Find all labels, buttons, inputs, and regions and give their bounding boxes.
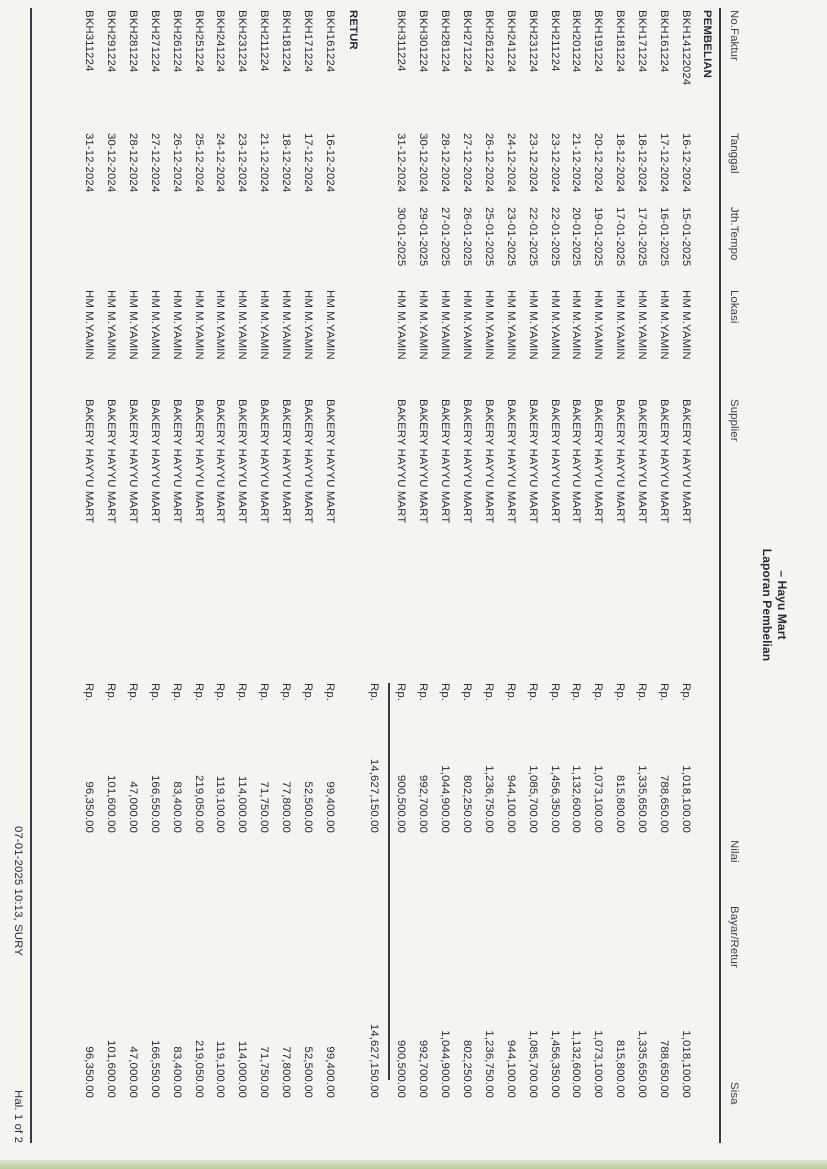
row-no-faktur: BKH14122024 <box>680 10 692 86</box>
row-sisa: 119,100.00 <box>214 1040 227 1098</box>
row-supplier: BAKERY HAYYU MART <box>170 399 183 524</box>
row-lokasi: HM M.YAMIN <box>680 290 692 360</box>
row-jth-tempo: 16-01-2025 <box>658 207 671 267</box>
row-no-faktur: BKH231224 <box>236 10 249 73</box>
row-no-faktur: BKH161224 <box>324 10 336 73</box>
row-jth-tempo: 15-01-2025 <box>680 207 692 267</box>
row-jth-tempo: 20-01-2025 <box>570 207 583 267</box>
row-sisa: 1,236,750.00 <box>482 1030 495 1098</box>
row-supplier: BAKERY HAYYU MART <box>592 399 605 524</box>
row-lokasi: HM M.YAMIN <box>461 290 473 360</box>
table-row <box>270 0 292 1169</box>
row-no-faktur: BKH251224 <box>192 10 205 73</box>
row-no-faktur: BKH231224 <box>526 10 539 73</box>
row-sisa: 1,456,350.00 <box>548 1030 561 1098</box>
row-currency: Rp. <box>192 683 205 702</box>
row-lokasi: HM M.YAMIN <box>526 290 539 360</box>
row-tanggal: 26-12-2024 <box>482 133 495 193</box>
row-nilai: 52,500.00 <box>302 781 315 833</box>
row-supplier: BAKERY HAYYU MART <box>105 399 117 524</box>
row-nilai: 77,800.00 <box>280 781 293 833</box>
row-lokasi: HM M.YAMIN <box>324 290 336 360</box>
row-supplier: BAKERY HAYYU MART <box>148 399 161 524</box>
row-tanggal: 23-12-2024 <box>526 133 539 193</box>
col-header-sisa: Sisa <box>728 1082 740 1105</box>
row-supplier: BAKERY HAYYU MART <box>258 399 271 524</box>
row-supplier: BAKERY HAYYU MART <box>526 399 539 524</box>
row-sisa: 83,400.00 <box>170 1046 183 1098</box>
row-sisa: 992,700.00 <box>417 1039 430 1098</box>
row-nilai: 47,000.00 <box>126 781 139 833</box>
row-lokasi: HM M.YAMIN <box>258 290 271 360</box>
row-currency: Rp. <box>170 683 183 702</box>
row-lokasi: HM M.YAMIN <box>302 290 315 360</box>
row-lokasi: HM M.YAMIN <box>482 290 495 360</box>
row-nilai: 219,050.00 <box>192 774 205 833</box>
row-currency: Rp. <box>214 683 227 702</box>
table-row <box>95 0 117 1169</box>
row-jth-tempo: 19-01-2025 <box>592 207 605 267</box>
row-nilai: 1,085,700.00 <box>526 765 539 833</box>
row-lokasi: HM M.YAMIN <box>548 290 561 360</box>
row-lokasi: HM M.YAMIN <box>148 290 161 360</box>
table-row <box>227 0 249 1169</box>
row-tanggal: 23-12-2024 <box>236 133 249 193</box>
row-sisa: 52,500.00 <box>302 1046 315 1098</box>
row-tanggal: 21-12-2024 <box>570 133 583 193</box>
row-tanggal: 28-12-2024 <box>126 133 139 193</box>
row-supplier: BAKERY HAYYU MART <box>83 399 96 524</box>
row-currency: Rp. <box>526 683 539 702</box>
row-jth-tempo: 30-01-2025 <box>395 207 408 267</box>
table-row <box>248 0 270 1169</box>
row-nilai: 101,600.00 <box>105 774 117 833</box>
row-nilai: 1,018,100.00 <box>680 765 692 833</box>
row-nilai: 1,236,750.00 <box>482 765 495 833</box>
row-sisa: 815,800.00 <box>614 1039 627 1098</box>
report-title: Laporan Pembelian <box>760 548 774 662</box>
row-tanggal: 20-12-2024 <box>592 133 605 193</box>
col-header-bayar-retur: Bayar/Retur <box>728 906 740 968</box>
row-no-faktur: BKH291224 <box>105 10 117 73</box>
row-no-faktur: BKH211224 <box>548 10 561 72</box>
row-sisa: 1,132,600.00 <box>570 1030 583 1098</box>
col-header-jth-tempo: Jth.Tempo <box>728 207 740 261</box>
row-nilai: 992,700.00 <box>417 774 430 833</box>
row-tanggal: 30-12-2024 <box>105 133 117 193</box>
table-row <box>73 0 95 1169</box>
col-header-supplier: Supplier <box>728 399 740 442</box>
row-currency: Rp. <box>324 683 336 702</box>
print-timestamp: 07-01-2025 10:13, SURY <box>12 826 24 956</box>
row-sisa: 166,550.00 <box>148 1039 161 1098</box>
row-lokasi: HM M.YAMIN <box>395 290 408 360</box>
row-currency: Rp. <box>126 683 139 702</box>
row-tanggal: 31-12-2024 <box>395 133 408 193</box>
row-jth-tempo: 22-01-2025 <box>526 207 539 267</box>
row-currency: Rp. <box>439 683 452 702</box>
row-currency: Rp. <box>592 683 605 702</box>
row-supplier: BAKERY HAYYU MART <box>680 399 692 524</box>
company-mark: – <box>775 570 789 578</box>
row-nilai: 83,400.00 <box>170 781 183 833</box>
page-bottom-edge <box>0 1160 827 1169</box>
page-number: Hal. 1 of 2 <box>12 1090 24 1144</box>
row-tanggal: 31-12-2024 <box>83 133 96 193</box>
row-tanggal: 28-12-2024 <box>439 133 452 193</box>
row-no-faktur: BKH271224 <box>148 10 161 73</box>
row-jth-tempo: 26-01-2025 <box>461 207 473 267</box>
row-nilai: 1,132,600.00 <box>570 765 583 833</box>
col-header-no-faktur: No.Faktur <box>728 10 740 61</box>
section-pembelian-label: PEMBELIAN <box>701 10 713 78</box>
col-header-lokasi: Lokasi <box>728 290 740 324</box>
row-no-faktur: BKH181224 <box>614 10 627 73</box>
row-nilai: 119,100.00 <box>214 775 227 833</box>
row-supplier: BAKERY HAYYU MART <box>636 399 649 524</box>
row-currency: Rp. <box>83 683 96 702</box>
row-currency: Rp. <box>417 683 430 702</box>
row-currency: Rp. <box>236 683 249 702</box>
row-no-faktur: BKH171224 <box>636 10 649 73</box>
row-jth-tempo: 17-01-2025 <box>614 207 627 267</box>
row-sisa: 944,100.00 <box>504 1039 517 1098</box>
row-supplier: BAKERY HAYYU MART <box>302 399 315 524</box>
row-no-faktur: BKH281224 <box>126 10 139 73</box>
row-supplier: BAKERY HAYYU MART <box>548 399 561 524</box>
row-tanggal: 27-12-2024 <box>461 133 473 193</box>
row-supplier: BAKERY HAYYU MART <box>214 399 227 524</box>
row-currency: Rp. <box>548 683 561 702</box>
row-nilai: 96,350.00 <box>83 781 96 833</box>
row-lokasi: HM M.YAMIN <box>214 290 227 360</box>
row-no-faktur: BKH211224 <box>258 10 271 72</box>
row-supplier: BAKERY HAYYU MART <box>504 399 517 524</box>
row-nilai: 815,800.00 <box>614 774 627 833</box>
row-tanggal: 18-12-2024 <box>280 133 293 193</box>
row-lokasi: HM M.YAMIN <box>504 290 517 360</box>
row-nilai: 114,000.00 <box>236 775 249 833</box>
table-row <box>139 0 161 1169</box>
row-nilai: 802,250.00 <box>461 774 473 833</box>
row-nilai: 99,400.00 <box>324 781 336 833</box>
row-lokasi: HM M.YAMIN <box>105 290 117 360</box>
row-tanggal: 23-12-2024 <box>548 133 561 193</box>
row-currency: Rp. <box>614 683 627 702</box>
row-supplier: BAKERY HAYYU MART <box>324 399 336 524</box>
row-tanggal: 16-12-2024 <box>680 133 692 193</box>
row-sisa: 1,073,100.00 <box>592 1030 605 1098</box>
row-currency: Rp. <box>280 683 293 702</box>
row-tanggal: 18-12-2024 <box>636 133 649 193</box>
row-supplier: BAKERY HAYYU MART <box>614 399 627 524</box>
row-lokasi: HM M.YAMIN <box>636 290 649 360</box>
row-lokasi: HM M.YAMIN <box>126 290 139 360</box>
row-lokasi: HM M.YAMIN <box>236 290 249 360</box>
row-lokasi: HM M.YAMIN <box>192 290 205 360</box>
row-sisa: 900,500.00 <box>395 1039 408 1098</box>
row-no-faktur: BKH311224 <box>395 10 408 72</box>
row-supplier: BAKERY HAYYU MART <box>395 399 408 524</box>
col-header-nilai: Nilai <box>728 840 740 863</box>
row-lokasi: HM M.YAMIN <box>417 290 430 360</box>
row-currency: Rp. <box>636 683 649 702</box>
row-sisa: 788,650.00 <box>658 1039 671 1098</box>
table-row <box>205 0 227 1169</box>
row-tanggal: 21-12-2024 <box>258 133 271 193</box>
row-lokasi: HM M.YAMIN <box>592 290 605 360</box>
row-no-faktur: BKH241224 <box>504 10 517 73</box>
section-retur-label: RETUR <box>347 10 359 50</box>
pembelian-total-sisa: 14,627,150.00 <box>368 1023 380 1098</box>
row-supplier: BAKERY HAYYU MART <box>439 399 452 524</box>
row-lokasi: HM M.YAMIN <box>83 290 96 360</box>
row-jth-tempo: 29-01-2025 <box>417 207 430 267</box>
row-sisa: 219,050.00 <box>192 1039 205 1098</box>
table-row <box>292 0 314 1169</box>
row-sisa: 1,018,100.00 <box>680 1030 692 1098</box>
row-currency: Rp. <box>148 683 161 702</box>
row-no-faktur: BKH261224 <box>482 10 495 73</box>
row-tanggal: 24-12-2024 <box>214 133 227 193</box>
row-tanggal: 27-12-2024 <box>148 133 161 193</box>
row-sisa: 101,600.00 <box>105 1039 117 1098</box>
row-currency: Rp. <box>504 683 517 702</box>
row-currency: Rp. <box>258 683 271 702</box>
row-tanggal: 30-12-2024 <box>417 133 430 193</box>
row-currency: Rp. <box>570 683 583 702</box>
row-tanggal: 25-12-2024 <box>192 133 205 193</box>
row-supplier: BAKERY HAYYU MART <box>461 399 473 524</box>
row-nilai: 166,550.00 <box>148 774 161 833</box>
row-supplier: BAKERY HAYYU MART <box>658 399 671 524</box>
row-no-faktur: BKH241224 <box>214 10 227 73</box>
row-sisa: 1,335,650.00 <box>636 1030 649 1098</box>
row-no-faktur: BKH261224 <box>170 10 183 73</box>
pembelian-total-nilai: 14,627,150.00 <box>368 758 380 833</box>
row-tanggal: 16-12-2024 <box>324 133 336 193</box>
col-header-tanggal: Tanggal <box>728 133 740 174</box>
row-nilai: 788,650.00 <box>658 774 671 833</box>
row-sisa: 96,350.00 <box>83 1046 96 1098</box>
row-currency: Rp. <box>105 683 117 702</box>
footer-rule <box>30 8 32 1143</box>
pembelian-total-currency: Rp. <box>368 683 380 702</box>
table-row <box>183 0 205 1169</box>
row-lokasi: HM M.YAMIN <box>170 290 183 360</box>
row-nilai: 1,456,350.00 <box>548 765 561 833</box>
row-supplier: BAKERY HAYYU MART <box>280 399 293 524</box>
row-tanggal: 26-12-2024 <box>170 133 183 193</box>
table-row <box>117 0 139 1169</box>
row-supplier: BAKERY HAYYU MART <box>126 399 139 524</box>
row-jth-tempo: 17-01-2025 <box>636 207 649 267</box>
row-jth-tempo: 22-01-2025 <box>548 207 561 267</box>
row-lokasi: HM M.YAMIN <box>570 290 583 360</box>
row-nilai: 1,073,100.00 <box>592 765 605 833</box>
row-no-faktur: BKH191224 <box>592 10 605 73</box>
row-sisa: 47,000.00 <box>126 1046 139 1098</box>
row-no-faktur: BKH171224 <box>302 10 315 73</box>
row-nilai: 1,044,900.00 <box>439 765 452 833</box>
row-currency: Rp. <box>680 683 692 702</box>
company-name-text: Hayu Mart <box>775 580 789 640</box>
row-sisa: 1,044,900.00 <box>439 1030 452 1098</box>
table-row <box>161 0 183 1169</box>
row-lokasi: HM M.YAMIN <box>614 290 627 360</box>
row-sisa: 802,250.00 <box>461 1039 473 1098</box>
row-supplier: BAKERY HAYYU MART <box>482 399 495 524</box>
row-currency: Rp. <box>461 683 473 702</box>
row-nilai: 900,500.00 <box>395 774 408 833</box>
table-row <box>314 0 336 1169</box>
row-lokasi: HM M.YAMIN <box>280 290 293 360</box>
row-currency: Rp. <box>395 683 408 702</box>
row-no-faktur: BKH181224 <box>280 10 293 73</box>
row-supplier: BAKERY HAYYU MART <box>570 399 583 524</box>
row-nilai: 71,750.00 <box>258 781 271 833</box>
row-no-faktur: BKH161224 <box>658 10 671 73</box>
row-tanggal: 18-12-2024 <box>614 133 627 193</box>
row-sisa: 71,750.00 <box>258 1046 271 1098</box>
row-supplier: BAKERY HAYYU MART <box>192 399 205 524</box>
row-jth-tempo: 27-01-2025 <box>439 207 452 267</box>
row-currency: Rp. <box>482 683 495 702</box>
row-currency: Rp. <box>658 683 671 702</box>
row-jth-tempo: 25-01-2025 <box>482 207 495 267</box>
row-no-faktur: BKH311224 <box>83 10 96 72</box>
row-nilai: 1,335,650.00 <box>636 765 649 833</box>
row-lokasi: HM M.YAMIN <box>439 290 452 360</box>
row-supplier: BAKERY HAYYU MART <box>417 399 430 524</box>
row-no-faktur: BKH201224 <box>570 10 583 73</box>
row-nilai: 944,100.00 <box>504 774 517 833</box>
row-currency: Rp. <box>302 683 315 702</box>
row-lokasi: HM M.YAMIN <box>658 290 671 360</box>
row-sisa: 99,400.00 <box>324 1046 336 1098</box>
row-sisa: 1,085,700.00 <box>526 1030 539 1098</box>
row-sisa: 77,800.00 <box>280 1046 293 1098</box>
row-tanggal: 24-12-2024 <box>504 133 517 193</box>
row-tanggal: 17-12-2024 <box>658 133 671 193</box>
row-no-faktur: BKH301224 <box>417 10 430 73</box>
row-supplier: BAKERY HAYYU MART <box>236 399 249 524</box>
row-no-faktur: BKH281224 <box>439 10 452 73</box>
row-tanggal: 17-12-2024 <box>302 133 315 193</box>
row-no-faktur: BKH271224 <box>461 10 473 73</box>
row-sisa: 114,000.00 <box>236 1040 249 1098</box>
row-jth-tempo: 23-01-2025 <box>504 207 517 267</box>
